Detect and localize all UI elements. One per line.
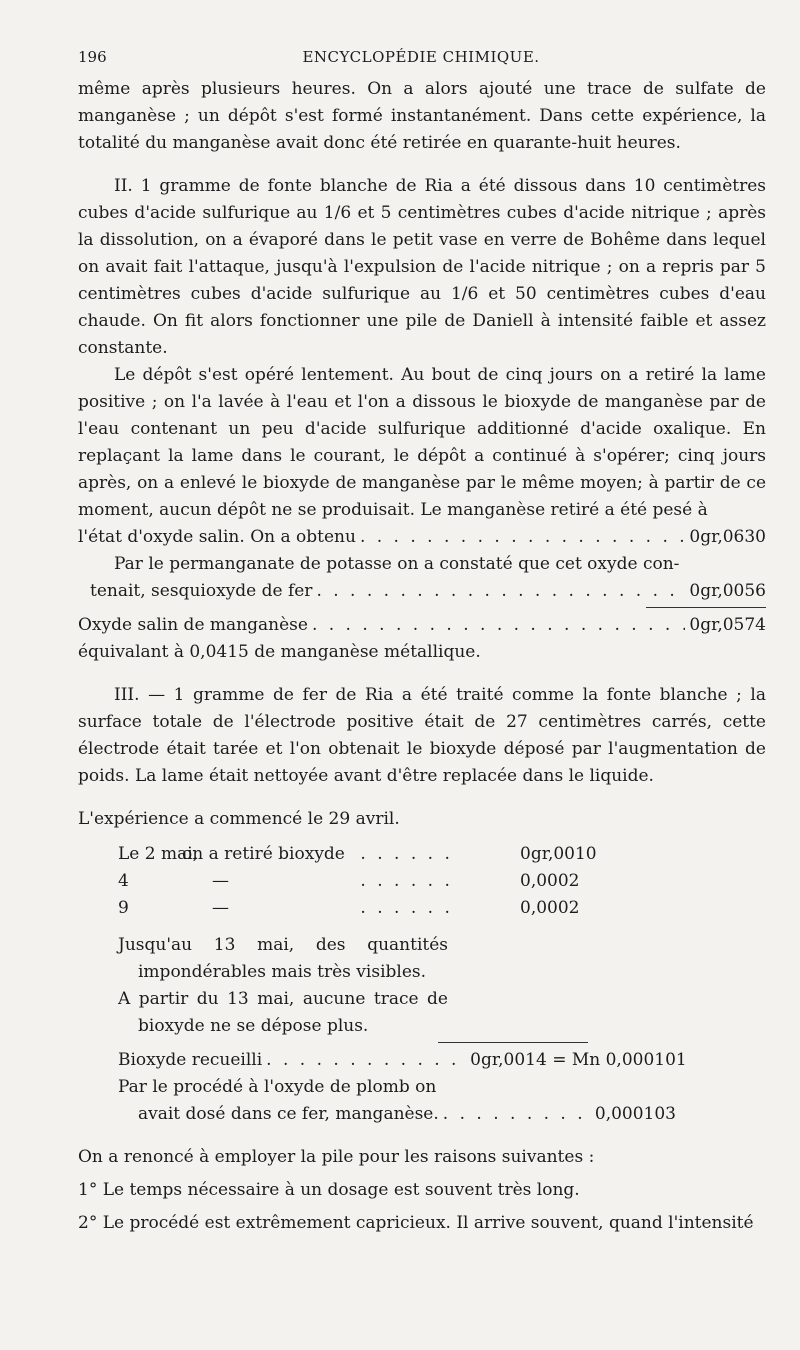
paragraph: On a renoncé à employer la pile pour les raisons suivantes :	[78, 1147, 595, 1167]
leader-dots	[443, 1101, 591, 1128]
result-label: l'état d'oxyde salin. On a obtenu	[78, 527, 356, 547]
leader-dots: . . . . . .	[352, 898, 453, 918]
paragraph: Le dépôt s'est opéré lentement. Au bout de cinq jours on a retiré la lame positive ; on l'a lavée à l'eau et l'on a dissous le bioxyde de manganèse par de l'eau contenant un peu d'acide sulfurique additionné d'acide oxalique. En replaçant la lame dans le courant, le dépôt a continué à s'opérer; cinq jours après, on a enlevé le bioxyde de manganèse par le même moyen; à partir de ce moment, aucun dépôt ne se produisait. Le manganèse retiré a été pesé à	[78, 365, 766, 520]
leader-dots	[360, 524, 685, 551]
summary-value: 0gr,0014 = Mn 0,000101	[470, 1050, 687, 1070]
leader-dots: . . . . . .	[352, 844, 453, 864]
paragraph: L'expérience a commencé le 29 avril.	[78, 809, 400, 829]
table-cell-text: —	[212, 871, 229, 891]
summary-line	[118, 1047, 766, 1074]
notes	[118, 932, 448, 1040]
leader-dots	[266, 1047, 466, 1074]
result-line	[78, 524, 766, 551]
table-cell-text: on a retiré bioxyde	[182, 844, 345, 864]
paragraph: II. 1 gramme de fonte blanche de Ria a été dissous dans 10 centimètres cubes d'acide sulfurique au 1/6 et 5 centimètres cubes d'acide nitrique ; après la dissolution, on a évaporé dans le petit vase en verre de Bohême dans lequel on avait fait l'attaque, jusqu'à l'expulsion de l'acide nitrique ; on a repris par 5 centimètres cubes d'acide sulfurique au 1/6 et 50 centimètres cubes d'eau chaude. On fit alors fonctionner une pile de Daniell à intensité faible et assez constante.	[78, 176, 766, 358]
paragraph: même après plusieurs heures. On a alors ajouté une trace de sulfate de manganèse ; un dépôt s'est formé instantanément. Dans cette expérience, la totalité du manganèse avait donc été retirée en quarante-huit heures.	[78, 79, 766, 153]
result-value: 0gr,0056	[689, 581, 766, 601]
table-row	[118, 868, 610, 895]
paragraph: 1° Le temps nécessaire à un dosage est souvent très long.	[78, 1180, 580, 1200]
page-header	[78, 48, 764, 72]
table-cell-value: 0,0002	[520, 871, 580, 891]
summary-text: Par le procédé à l'oxyde de plomb on	[118, 1077, 437, 1097]
result-label: tenait, sesquioxyde de fer	[90, 581, 313, 601]
paragraph: équivalant à 0,0415 de manganèse métallique.	[78, 642, 481, 662]
summary-label: Bioxyde recueilli	[118, 1050, 263, 1070]
sum-rule	[646, 607, 766, 608]
leader-dots	[312, 612, 685, 639]
table-cell-value: 0gr,0010	[520, 844, 597, 864]
leader-dots: . . . . . .	[352, 871, 453, 891]
summary	[118, 1042, 766, 1128]
table-row	[118, 895, 610, 922]
sum-rule	[438, 1042, 588, 1043]
paragraph: Par le permanganate de potasse on a constaté que cet oxyde con-	[114, 554, 680, 574]
table-cell-value: 0,0002	[520, 898, 580, 918]
result-line	[78, 578, 766, 605]
result-value: 0gr,0574	[689, 615, 766, 635]
summary-label: avait dosé dans ce fer, manganèse.	[138, 1104, 439, 1124]
summary-value: 0,000103	[594, 1104, 676, 1124]
deposit-table	[118, 841, 610, 922]
page-body	[78, 76, 766, 1237]
result-line	[78, 612, 766, 639]
summary-line	[118, 1101, 766, 1128]
page-number: 196	[78, 48, 107, 66]
result-value: 0gr,0630	[689, 527, 766, 547]
table-cell-text: —	[212, 898, 229, 918]
paragraph: III. — 1 gramme de fer de Ria a été traité comme la fonte blanche ; la surface totale de l'électrode positive était de 27 centimètres carrés, cette électrode était tarée et l'on obtenait le bioxyde déposé par l'augmentation de poids. La lame était nettoyée avant d'être replacée dans le liquide.	[78, 685, 766, 786]
leader-dots	[316, 578, 685, 605]
note: A partir du 13 mai, aucune trace de bioxyde ne se dépose plus.	[118, 989, 448, 1036]
table-cell-date: 9	[118, 898, 129, 918]
table-cell-date: 4	[118, 871, 129, 891]
paragraph: 2° Le procédé est extrêmement capricieux. Il arrive souvent, quand l'intensité	[78, 1213, 754, 1233]
table-row	[118, 841, 610, 868]
result-label: Oxyde salin de manganèse	[78, 615, 308, 635]
table-cell-date: Le 2 mai,	[118, 844, 199, 864]
running-title: ENCYCLOPÉDIE CHIMIQUE.	[302, 48, 540, 66]
note: Jusqu'au 13 mai, des quantités impondérables mais très visibles.	[118, 935, 448, 982]
